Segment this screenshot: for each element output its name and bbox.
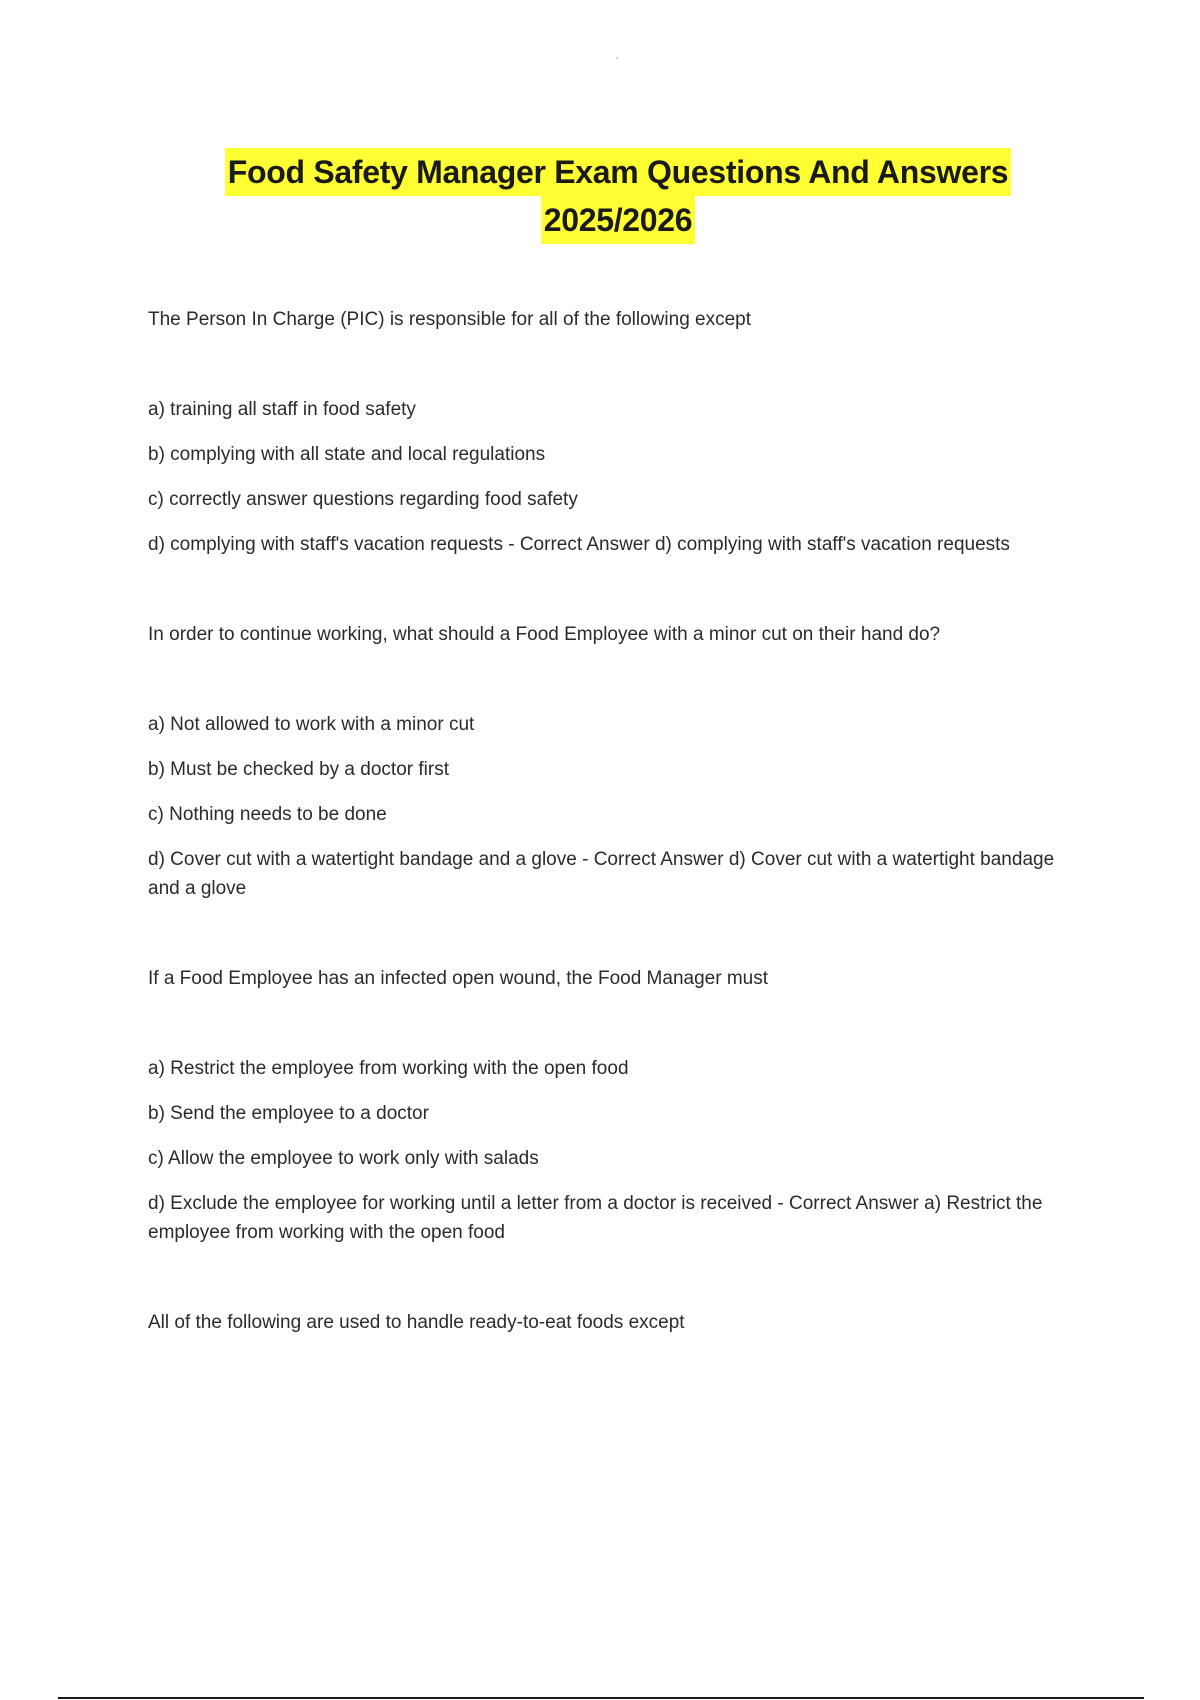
question-text: In order to continue working, what should a Food Employee with a minor cut on their hand do? bbox=[148, 624, 941, 645]
option-b: b) complying with all state and local regulations bbox=[148, 444, 546, 465]
option-a: a) training all staff in food safety bbox=[148, 399, 416, 420]
option-b: b) Must be checked by a doctor first bbox=[148, 759, 449, 780]
option-c: c) Allow the employee to work only with salads bbox=[148, 1148, 539, 1169]
question-block-4 bbox=[148, 1308, 1068, 1337]
question-block-3 bbox=[148, 964, 1068, 1247]
title-line-2: 2025/2026 bbox=[541, 196, 696, 244]
option-list bbox=[148, 395, 1068, 559]
option-d-with-answer: d) Cover cut with a watertight bandage and a glove - Correct Answer d) Cover cut with a watertight bandage and a glove bbox=[148, 849, 1055, 899]
option-a: a) Restrict the employee from working with the open food bbox=[148, 1058, 629, 1079]
option-list bbox=[148, 1054, 1068, 1247]
option-b: b) Send the employee to a doctor bbox=[148, 1103, 429, 1124]
option-c: c) correctly answer questions regarding food safety bbox=[148, 489, 578, 510]
option-d-with-answer: d) Exclude the employee for working until a letter from a doctor is received - Correct Answer a) Restrict the employee from working with the open food bbox=[148, 1193, 1043, 1243]
spacer bbox=[148, 1247, 1068, 1308]
question-text: All of the following are used to handle ready-to-eat foods except bbox=[148, 1312, 685, 1333]
scan-speck bbox=[616, 57, 618, 59]
question-block-2 bbox=[148, 620, 1068, 903]
document-body bbox=[148, 305, 1068, 1337]
option-c: c) Nothing needs to be done bbox=[148, 804, 387, 825]
option-a: a) Not allowed to work with a minor cut bbox=[148, 714, 475, 735]
question-block-1 bbox=[148, 305, 1068, 559]
question-text: If a Food Employee has an infected open wound, the Food Manager must bbox=[148, 968, 768, 989]
title-line-1: Food Safety Manager Exam Questions And Answers bbox=[225, 148, 1011, 196]
option-d-with-answer: d) complying with staff's vacation requests - Correct Answer d) complying with staff's vacation requests bbox=[148, 534, 1010, 555]
option-list bbox=[148, 710, 1068, 903]
document-title bbox=[0, 148, 1200, 244]
question-text: The Person In Charge (PIC) is responsible for all of the following except bbox=[148, 309, 752, 330]
spacer bbox=[148, 903, 1068, 964]
spacer bbox=[148, 559, 1068, 620]
page-bottom-rule bbox=[58, 1697, 1144, 1699]
